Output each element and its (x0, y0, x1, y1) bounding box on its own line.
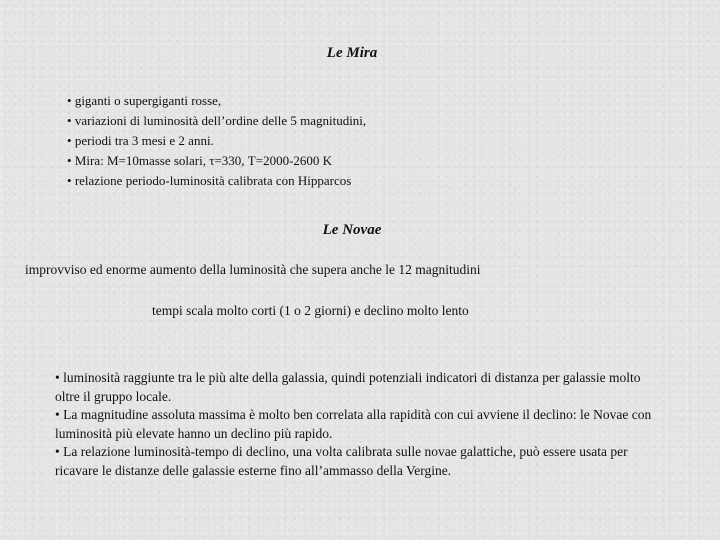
novae-title: Le Novae (322, 222, 382, 238)
list-item: • La magnitudine assoluta massima è molto ben correlata alla rapidità con cui avviene il declino: le Novae con luminosità più elevate hanno un declino più rapido. (55, 406, 660, 443)
list-item: • variazioni di luminosità dell’ordine delle 5 magnitudini, (67, 111, 366, 131)
list-item: • luminosità raggiunte tra le più alte della galassia, quindi potenziali indicatori di distanza per galassie molto oltre il gruppo locale. (55, 369, 660, 406)
mira-bullet-list (67, 91, 366, 191)
novae-intro-text: improvviso ed enorme aumento della luminosità che supera anche le 12 magnitudini (25, 262, 481, 277)
novae-points (55, 369, 660, 480)
list-item: • giganti o supergiganti rosse, (67, 91, 366, 111)
list-item: • La relazione luminosità-tempo di declino, una volta calibrata sulle novae galattiche, può essere usata per ricavare le distanze delle galassie esterne fino all’ammasso della Vergine. (55, 443, 660, 480)
mira-title: Le Mira (326, 45, 378, 61)
list-item: • periodi tra 3 mesi e 2 anni. (67, 131, 366, 151)
list-item: • relazione periodo-luminosità calibrata con Hipparcos (67, 171, 366, 191)
novae-timescale-text: tempi scala molto corti (1 o 2 giorni) e declino molto lento (152, 303, 469, 318)
list-item: • Mira: M=10masse solari, τ=330, T=2000-2600 K (67, 151, 366, 171)
